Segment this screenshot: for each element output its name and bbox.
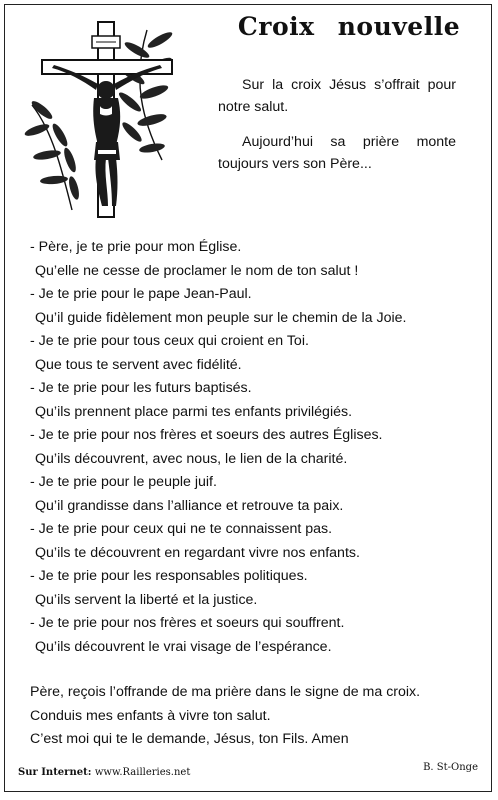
footer-site-url: www.Railleries.net: [94, 767, 191, 778]
intro-paragraph: Aujourd’hui sa prière monte toujours vers son Père...: [218, 134, 456, 172]
petition-item: [30, 518, 470, 565]
petition-item: [30, 565, 470, 612]
intro-paragraph: Sur la croix Jésus s’offrait pour notre salut.: [218, 77, 456, 115]
petition-response: Qu’ils prennent place parmi tes enfants privilégiés.: [35, 403, 353, 420]
crucifix-icon: [12, 10, 202, 220]
petition-ask: - Je te prie pour les futurs baptisés.: [30, 380, 252, 396]
petition-item: [30, 377, 470, 424]
closing-line: C’est moi qui te le demande, Jésus, ton Fils. Amen: [30, 731, 349, 747]
petition-ask: - Je te prie pour ceux qui ne te connaissent pas.: [30, 521, 333, 537]
petition-response: Qu’ils découvrent le vrai visage de l’espérance.: [35, 638, 332, 655]
petition-response: Qu’ils découvrent, avec nous, le lien de la charité.: [35, 450, 348, 467]
petition-response: Qu’elle ne cesse de proclamer le nom de ton salut !: [35, 262, 359, 279]
footer-website: [18, 767, 190, 778]
petition-ask: - Je te prie pour le peuple juif.: [30, 474, 217, 490]
petition-item: [30, 471, 470, 518]
petition-ask: - Je te prie pour le pape Jean-Paul.: [30, 286, 252, 302]
petition-response: Qu’il grandisse dans l’alliance et retrouve ta paix.: [35, 497, 344, 514]
petition-ask: - Je te prie pour nos frères et soeurs des autres Églises.: [30, 427, 383, 443]
petition-response: Qu’ils servent la liberté et la justice.: [35, 591, 258, 608]
petition-item: [30, 424, 470, 471]
petition-item: [30, 330, 470, 377]
petition-response: Que tous te servent avec fidélité.: [35, 356, 242, 373]
page-title: Croix nouvelle: [237, 12, 461, 41]
intro-text: [218, 74, 456, 188]
petition-item: [30, 283, 470, 330]
closing-line: Père, reçois l’offrande de ma prière dans le signe de ma croix.: [30, 684, 421, 700]
petition-response: Qu’ils te découvrent en regardant vivre nos enfants.: [35, 544, 360, 561]
closing-prayer: [30, 681, 470, 752]
petition-ask: - Je te prie pour tous ceux qui croient en Toi.: [30, 333, 309, 349]
petition-list: [30, 236, 470, 659]
closing-line: Conduis mes enfants à vivre ton salut.: [30, 707, 271, 724]
petition-response: Qu’il guide fidèlement mon peuple sur le chemin de la Joie.: [35, 309, 407, 326]
petition-item: [30, 612, 470, 659]
footer-author: B. St-Onge: [423, 762, 478, 773]
petition-ask: - Je te prie pour nos frères et soeurs qui souffrent.: [30, 615, 345, 631]
footer-site-label: Sur Internet:: [18, 767, 92, 778]
petition-ask: - Père, je te prie pour mon Église.: [30, 239, 242, 255]
petition-ask: - Je te prie pour les responsables politiques.: [30, 568, 308, 584]
petition-item: [30, 236, 470, 283]
